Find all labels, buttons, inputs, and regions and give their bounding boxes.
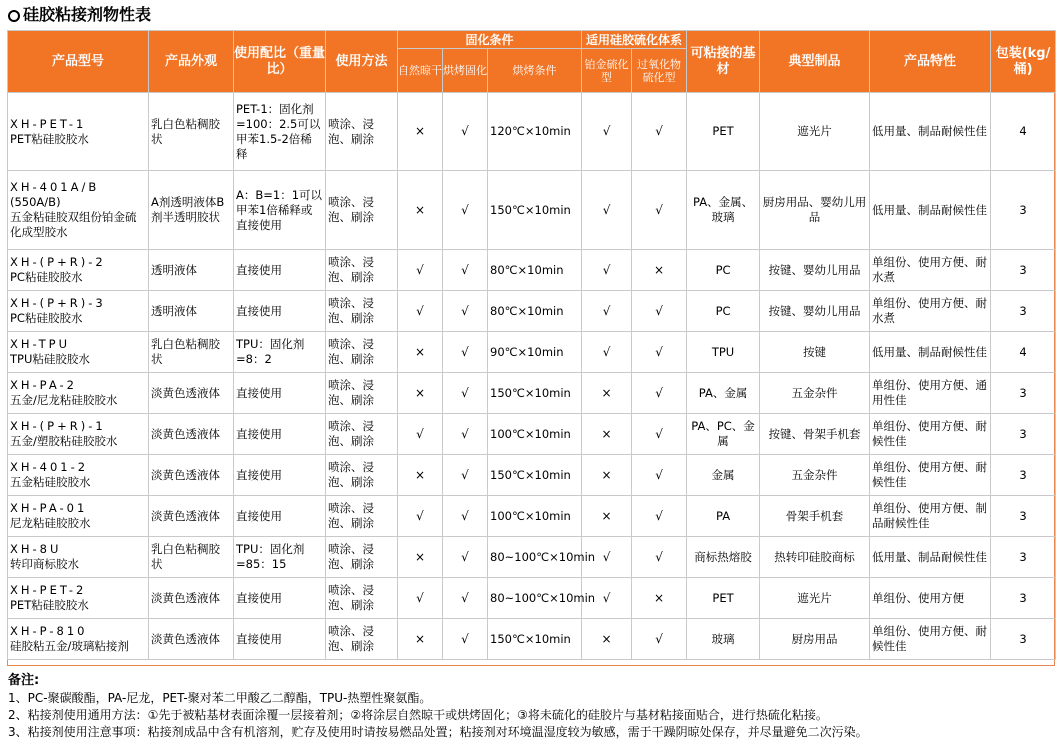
page-title [8, 4, 151, 26]
cell-method: 喷涂、浸泡、刷涂 [326, 93, 398, 171]
cell-package: 3 [991, 250, 1056, 291]
model-name: 五金粘硅胶胶水 [10, 475, 91, 489]
cell-appearance: 淡黄色透液体 [149, 578, 234, 619]
note-line-3: 3、粘接剂使用注意事项：粘接剂成品中含有机溶剂，贮存及使用时请按易燃品处置；粘接剂对环境温湿度较为敏感，需于干躁阴晾处保存，并尽量避免二次污染。 [8, 725, 868, 739]
notes-heading: 备注: [8, 673, 40, 688]
note-line-1: 1、PC-聚碳酸酯，PA-尼龙，PET-聚对苯二甲酸乙二醇酯，TPU-热塑性聚氨酯。 [8, 691, 432, 705]
cell-model [8, 291, 149, 332]
cell-cure-air: √ [398, 496, 443, 537]
cell-model [8, 578, 149, 619]
cell-system-pt: √ [582, 93, 632, 171]
table-row [8, 414, 1056, 455]
cell-appearance: 淡黄色透液体 [149, 414, 234, 455]
cell-ratio: 直接使用 [234, 291, 326, 332]
cell-cure-bake: √ [443, 373, 488, 414]
table-row [8, 373, 1056, 414]
cell-substrate: 商标热熔胶 [687, 537, 760, 578]
cell-cure-bake: √ [443, 332, 488, 373]
cell-system-peroxide: × [632, 578, 687, 619]
model-code: XH-PA-01 [10, 501, 88, 515]
cell-package: 4 [991, 332, 1056, 373]
cell-substrate: PA [687, 496, 760, 537]
table-row [8, 93, 1056, 171]
cell-model [8, 171, 149, 250]
cell-system-pt: √ [582, 291, 632, 332]
model-code: XH-(P+R)-1 [10, 419, 106, 433]
cell-model [8, 455, 149, 496]
cell-cure-condition: 150℃×10min [488, 171, 582, 250]
cell-appearance: A剂透明液体B剂半透明胶状 [149, 171, 234, 250]
cell-typical: 热转印硅胶商标 [760, 537, 870, 578]
model-code: XH-PA-2 [10, 378, 77, 392]
model-name: PC粘硅胶胶水 [10, 311, 83, 325]
cell-substrate: PC [687, 291, 760, 332]
cell-system-peroxide: √ [632, 414, 687, 455]
cell-cure-bake: √ [443, 250, 488, 291]
cell-model [8, 537, 149, 578]
cell-appearance: 淡黄色透液体 [149, 619, 234, 660]
cell-package: 3 [991, 619, 1056, 660]
cell-cure-condition: 150℃×10min [488, 455, 582, 496]
table-row [8, 578, 1056, 619]
table-row [8, 619, 1056, 660]
cell-cure-bake: √ [443, 93, 488, 171]
cell-cure-condition: 100℃×10min [488, 414, 582, 455]
cell-feature: 单组份、使用方便、通用性佳 [870, 373, 991, 414]
cell-cure-air: × [398, 537, 443, 578]
page-title-text: 硅胶粘接剂物性表 [23, 5, 152, 24]
cell-substrate: PA、PC、金属 [687, 414, 760, 455]
cell-cure-air: √ [398, 291, 443, 332]
model-code: XH-PET-2 [10, 583, 87, 597]
model-code: XH-TPU [10, 337, 70, 351]
cell-cure-bake: √ [443, 619, 488, 660]
cell-method: 喷涂、浸泡、刷涂 [326, 619, 398, 660]
cell-cure-condition: 90℃×10min [488, 332, 582, 373]
model-name: 五金/尼龙粘硅胶胶水 [10, 393, 118, 407]
cell-typical: 按键、婴幼儿用品 [760, 250, 870, 291]
cell-cure-air: √ [398, 414, 443, 455]
cell-ratio: 直接使用 [234, 619, 326, 660]
cell-typical: 厨房用品 [760, 619, 870, 660]
cell-feature: 低用量、制品耐候性佳 [870, 332, 991, 373]
cell-system-peroxide: √ [632, 619, 687, 660]
cell-cure-bake: √ [443, 414, 488, 455]
cell-model [8, 250, 149, 291]
cell-cure-condition: 150℃×10min [488, 619, 582, 660]
cell-system-peroxide: √ [632, 332, 687, 373]
table-row [8, 291, 1056, 332]
header-cure-bake: 烘烤固化 [443, 49, 488, 93]
cell-package: 3 [991, 171, 1056, 250]
cell-appearance: 乳白色粘稠胶状 [149, 332, 234, 373]
cell-system-peroxide: √ [632, 496, 687, 537]
cell-appearance: 乳白色粘稠胶状 [149, 537, 234, 578]
cell-system-peroxide: √ [632, 171, 687, 250]
model-code: XH-PET-1 [10, 116, 87, 131]
cell-cure-condition: 80~100℃×10min [488, 537, 582, 578]
cell-system-peroxide: √ [632, 537, 687, 578]
cell-cure-bake: √ [443, 455, 488, 496]
cell-system-pt: √ [582, 332, 632, 373]
cell-typical: 按键 [760, 332, 870, 373]
model-name: 硅胶粘五金/玻璃粘接剂 [10, 639, 129, 653]
cell-system-pt: × [582, 455, 632, 496]
cell-cure-air: × [398, 332, 443, 373]
cell-system-pt: × [582, 619, 632, 660]
cell-substrate: 玻璃 [687, 619, 760, 660]
cell-cure-bake: √ [443, 496, 488, 537]
cell-method: 喷涂、浸泡、刷涂 [326, 291, 398, 332]
cell-feature: 单组份、使用方便 [870, 578, 991, 619]
cell-feature: 单组份、使用方便、制品耐候性佳 [870, 496, 991, 537]
cell-substrate: PC [687, 250, 760, 291]
cell-appearance: 淡黄色透液体 [149, 496, 234, 537]
cell-model [8, 373, 149, 414]
cell-feature: 单组份、使用方便、耐候性佳 [870, 414, 991, 455]
cell-cure-condition: 150℃×10min [488, 373, 582, 414]
cell-cure-air: × [398, 373, 443, 414]
cell-substrate: PET [687, 578, 760, 619]
cell-system-peroxide: √ [632, 291, 687, 332]
header-substrate: 可粘接的基材 [687, 31, 760, 93]
header-model: 产品型号 [8, 31, 149, 93]
cell-cure-bake: √ [443, 291, 488, 332]
cell-cure-air: × [398, 171, 443, 250]
cell-model [8, 93, 149, 171]
cell-system-pt: × [582, 414, 632, 455]
cell-package: 3 [991, 373, 1056, 414]
cell-feature: 单组份、使用方便、耐候性佳 [870, 455, 991, 496]
cell-ratio: A：B=1：1可以甲苯1倍稀释或直接使用 [234, 171, 326, 250]
cell-system-pt: √ [582, 537, 632, 578]
model-name: PC粘硅胶胶水 [10, 270, 83, 284]
header-feature: 产品特性 [870, 31, 991, 93]
cell-ratio: 直接使用 [234, 455, 326, 496]
cell-method: 喷涂、浸泡、刷涂 [326, 537, 398, 578]
cell-package: 3 [991, 291, 1056, 332]
model-name: 五金/塑胶粘硅胶胶水 [10, 434, 118, 448]
property-table [7, 30, 1056, 660]
cell-method: 喷涂、浸泡、刷涂 [326, 578, 398, 619]
cell-method: 喷涂、浸泡、刷涂 [326, 332, 398, 373]
cell-cure-condition: 80~100℃×10min [488, 578, 582, 619]
table-row [8, 537, 1056, 578]
table-header [8, 31, 1056, 93]
cell-substrate: TPU [687, 332, 760, 373]
cell-system-peroxide: √ [632, 93, 687, 171]
cell-cure-bake: √ [443, 171, 488, 250]
property-table-container [7, 30, 1055, 666]
cell-typical: 按键、婴幼儿用品 [760, 291, 870, 332]
notes-section [8, 672, 1058, 741]
cell-system-peroxide: × [632, 250, 687, 291]
cell-cure-air: × [398, 455, 443, 496]
model-code: XH-(P+R)-3 [10, 296, 106, 310]
header-appearance: 产品外观 [149, 31, 234, 93]
table-row [8, 455, 1056, 496]
circle-icon [8, 10, 20, 22]
cell-model [8, 332, 149, 373]
cell-method: 喷涂、浸泡、刷涂 [326, 496, 398, 537]
model-name: 转印商标胶水 [10, 557, 79, 571]
model-name: 尼龙粘硅胶胶水 [10, 516, 91, 530]
cell-ratio: 直接使用 [234, 578, 326, 619]
cell-cure-bake: √ [443, 537, 488, 578]
cell-system-peroxide: √ [632, 455, 687, 496]
cell-substrate: 金属 [687, 455, 760, 496]
cell-typical: 五金杂件 [760, 455, 870, 496]
cell-appearance: 乳白色粘稠胶状 [149, 93, 234, 171]
cell-cure-condition: 80℃×10min [488, 291, 582, 332]
cell-method: 喷涂、浸泡、刷涂 [326, 373, 398, 414]
header-package: 包装(kg/桶) [991, 31, 1056, 93]
cell-model [8, 619, 149, 660]
cell-substrate: PA、金属 [687, 373, 760, 414]
model-code: XH-P-810 [10, 624, 88, 638]
cell-ratio: 直接使用 [234, 496, 326, 537]
cell-method: 喷涂、浸泡、刷涂 [326, 250, 398, 291]
model-code: XH-8U [10, 542, 62, 556]
cell-typical: 遮光片 [760, 578, 870, 619]
cell-typical: 遮光片 [760, 93, 870, 171]
cell-typical: 骨架手机套 [760, 496, 870, 537]
cell-system-pt: × [582, 373, 632, 414]
cell-cure-air: × [398, 619, 443, 660]
header-cure: 固化条件 [398, 31, 582, 49]
cell-typical: 五金杂件 [760, 373, 870, 414]
cell-typical: 按键、骨架手机套 [760, 414, 870, 455]
cell-cure-condition: 80℃×10min [488, 250, 582, 291]
cell-method: 喷涂、浸泡、刷涂 [326, 414, 398, 455]
header-cure-condition: 烘烤条件 [488, 49, 582, 93]
cell-ratio: 直接使用 [234, 373, 326, 414]
cell-cure-air: × [398, 93, 443, 171]
model-name: TPU粘硅胶胶水 [10, 352, 90, 366]
cell-ratio: TPU：固化剂=8：2 [234, 332, 326, 373]
cell-feature: 低用量、制品耐候性佳 [870, 537, 991, 578]
cell-package: 3 [991, 537, 1056, 578]
cell-feature: 单组份、使用方便、耐水煮 [870, 291, 991, 332]
cell-feature: 低用量、制品耐候性佳 [870, 171, 991, 250]
model-code-alt: (550A/B) [10, 195, 61, 209]
table-row [8, 496, 1056, 537]
cell-package: 3 [991, 578, 1056, 619]
cell-system-peroxide: √ [632, 373, 687, 414]
header-method: 使用方法 [326, 31, 398, 93]
cell-package: 3 [991, 455, 1056, 496]
header-system: 适用硅胶硫化体系 [582, 31, 687, 49]
table-body [8, 93, 1056, 660]
cell-feature: 单组份、使用方便、耐水煮 [870, 250, 991, 291]
cell-system-pt: √ [582, 250, 632, 291]
cell-cure-condition: 120℃×10min [488, 93, 582, 171]
cell-ratio: 直接使用 [234, 250, 326, 291]
cell-cure-air: √ [398, 578, 443, 619]
cell-system-pt: × [582, 496, 632, 537]
cell-package: 3 [991, 496, 1056, 537]
header-cure-air: 自然晾干 [398, 49, 443, 93]
cell-substrate: PET [687, 93, 760, 171]
model-code: XH-401A/B [10, 180, 100, 194]
note-line-2: 2、粘接剂使用通用方法：①先于被粘基材表面涂覆一层接着剂；②将涂层自然晾干或烘烤固化；③将未硫化的硅胶片与基材粘接面贴合，进行热硫化粘接。 [8, 708, 828, 722]
cell-cure-condition: 100℃×10min [488, 496, 582, 537]
header-system-peroxide: 过氧化物硫化型 [632, 49, 687, 93]
header-typical: 典型制品 [760, 31, 870, 93]
cell-cure-bake: √ [443, 578, 488, 619]
cell-ratio: 直接使用 [234, 414, 326, 455]
header-system-pt: 铂金硫化型 [582, 49, 632, 93]
cell-package: 3 [991, 414, 1056, 455]
cell-method: 喷涂、浸泡、刷涂 [326, 455, 398, 496]
table-row [8, 332, 1056, 373]
cell-substrate: PA、金属、玻璃 [687, 171, 760, 250]
table-row [8, 171, 1056, 250]
cell-ratio: TPU：固化剂=85：15 [234, 537, 326, 578]
model-name: 五金粘硅胶双组份铂金硫化成型胶水 [10, 210, 137, 239]
model-name: PET粘硅胶胶水 [10, 131, 89, 146]
cell-feature: 单组份、使用方便、耐候性佳 [870, 619, 991, 660]
cell-ratio: PET-1：固化剂=100：2.5可以甲苯1.5-2倍稀释 [234, 93, 326, 171]
cell-package: 4 [991, 93, 1056, 171]
cell-model [8, 496, 149, 537]
cell-method: 喷涂、浸泡、刷涂 [326, 171, 398, 250]
cell-cure-air: √ [398, 250, 443, 291]
cell-appearance: 淡黄色透液体 [149, 373, 234, 414]
model-code: XH-(P+R)-2 [10, 255, 106, 269]
cell-appearance: 淡黄色透液体 [149, 455, 234, 496]
cell-system-pt: √ [582, 171, 632, 250]
model-name: PET粘硅胶胶水 [10, 598, 89, 612]
table-row [8, 250, 1056, 291]
cell-appearance: 透明液体 [149, 291, 234, 332]
cell-feature: 低用量、制品耐候性佳 [870, 93, 991, 171]
cell-appearance: 透明液体 [149, 250, 234, 291]
cell-system-pt: √ [582, 578, 632, 619]
header-ratio: 使用配比（重量比） [234, 31, 326, 93]
cell-typical: 厨房用品、婴幼儿用品 [760, 171, 870, 250]
model-code: XH-401-2 [10, 460, 89, 474]
cell-model [8, 414, 149, 455]
